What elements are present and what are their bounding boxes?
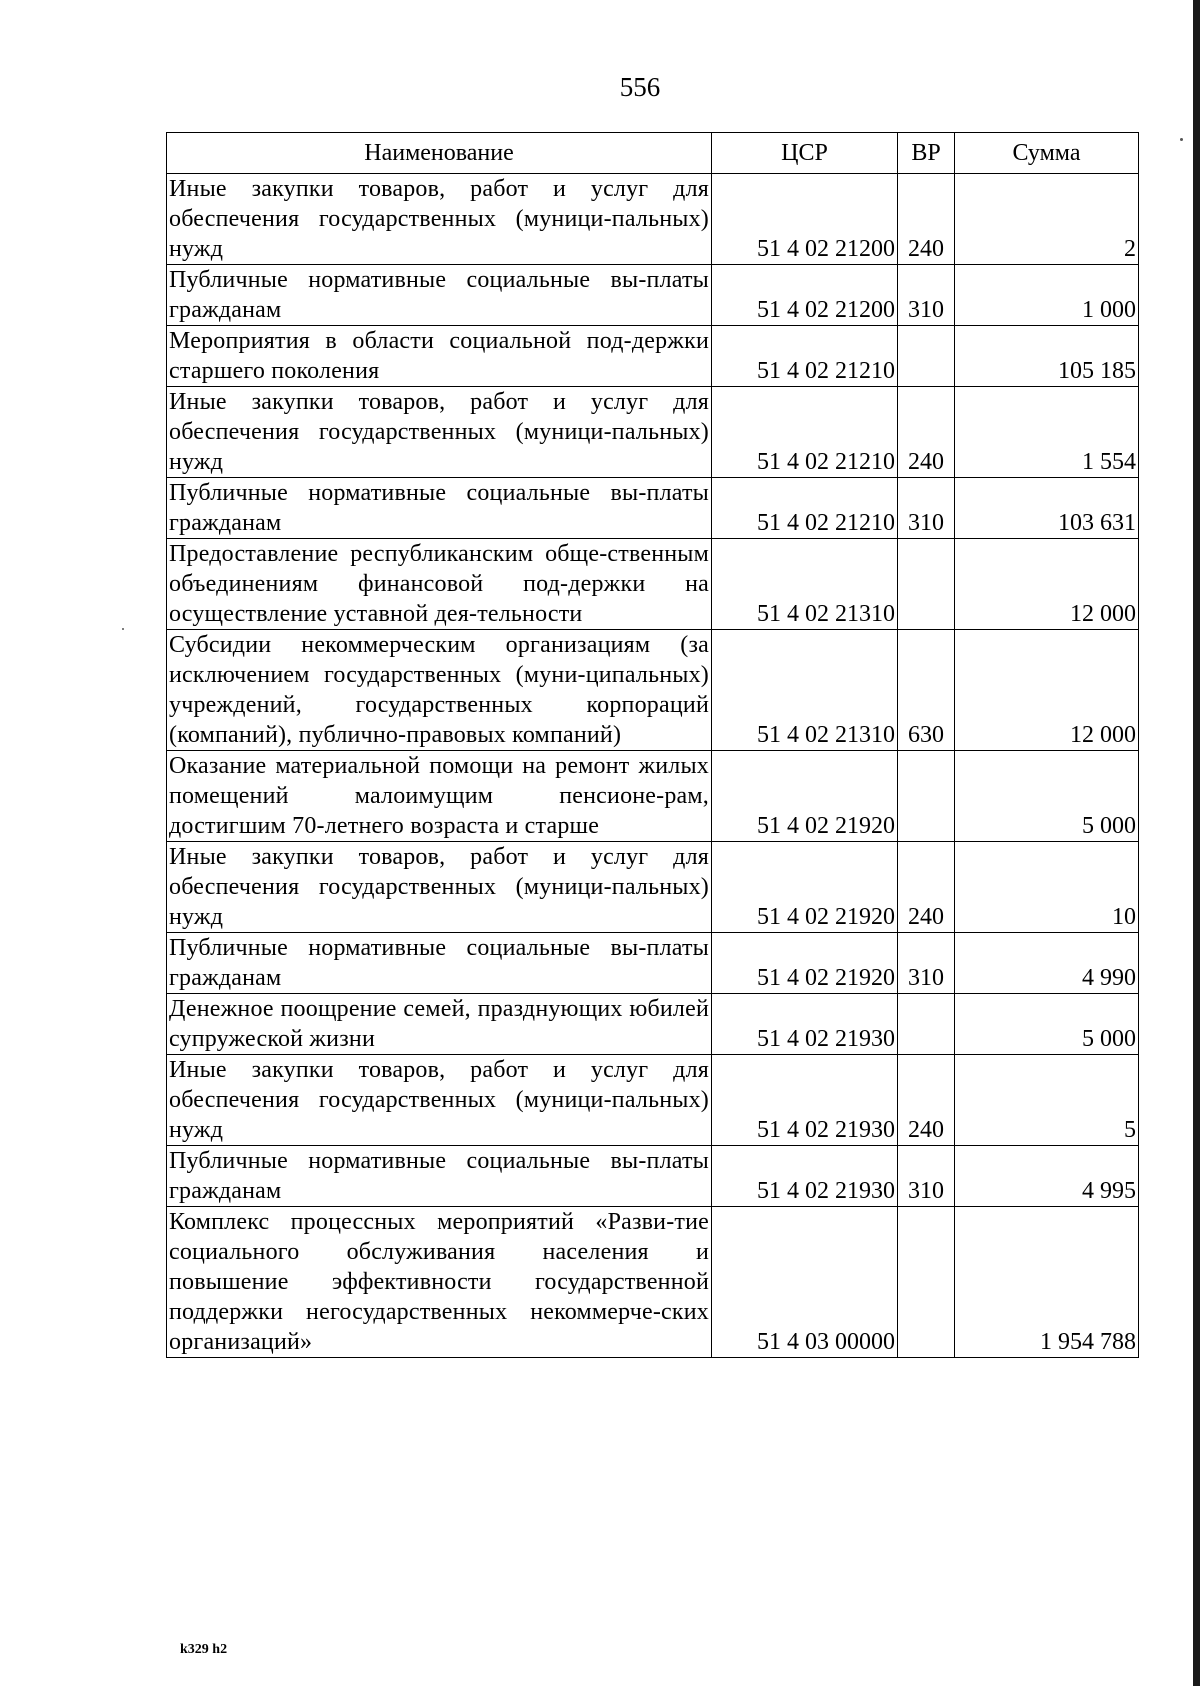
table-row [167, 265, 1139, 326]
row-name: Денежное поощрение семей, празднующих юбилей супружеской жизни [167, 994, 712, 1055]
row-csr: 51 4 02 21920 [712, 842, 898, 933]
row-csr: 51 4 02 21210 [712, 326, 898, 387]
row-name: Публичные нормативные социальные вы-платы гражданам [167, 478, 712, 539]
table-row [167, 478, 1139, 539]
scan-speck [1180, 138, 1183, 141]
row-vr [898, 1207, 955, 1358]
row-csr: 51 4 02 21920 [712, 751, 898, 842]
row-name: Комплекс процессных мероприятий «Разви-тие социального обслуживания населения и повышение эффективности государственной поддержки негосударственных некоммерче-ских организаций» [167, 1207, 712, 1358]
row-name: Иные закупки товаров, работ и услуг для обеспечения государственных (муници-пальных) нужд [167, 1055, 712, 1146]
row-vr [898, 326, 955, 387]
header-vr: ВР [898, 133, 955, 174]
row-csr: 51 4 02 21930 [712, 1055, 898, 1146]
row-sum: 105 185 [955, 326, 1139, 387]
row-vr: 310 [898, 265, 955, 326]
row-name: Оказание материальной помощи на ремонт жилых помещений малоимущим пенсионе-рам, достигшим 70-летнего возраста и старше [167, 751, 712, 842]
header-sum: Сумма [955, 133, 1139, 174]
row-csr: 51 4 02 21930 [712, 994, 898, 1055]
budget-table [166, 132, 1139, 1358]
table-row [167, 933, 1139, 994]
table-row [167, 842, 1139, 933]
table-body [167, 174, 1139, 1358]
row-name: Предоставление республиканским обще-ственным объединениям финансовой под-держки на осуществление уставной дея-тельности [167, 539, 712, 630]
row-vr [898, 539, 955, 630]
row-csr: 51 4 02 21200 [712, 174, 898, 265]
row-sum: 5 000 [955, 751, 1139, 842]
row-vr: 240 [898, 174, 955, 265]
footer-code: k329 h2 [180, 1642, 228, 1657]
row-vr: 310 [898, 933, 955, 994]
row-sum: 10 [955, 842, 1139, 933]
row-csr: 51 4 02 21920 [712, 933, 898, 994]
row-name: Публичные нормативные социальные вы-платы гражданам [167, 265, 712, 326]
row-sum: 4 995 [955, 1146, 1139, 1207]
page-number: 556 [619, 72, 661, 102]
row-vr: 630 [898, 630, 955, 751]
row-vr: 240 [898, 1055, 955, 1146]
header-csr: ЦСР [712, 133, 898, 174]
row-name: Публичные нормативные социальные вы-платы гражданам [167, 1146, 712, 1207]
table-row [167, 539, 1139, 630]
row-sum: 4 990 [955, 933, 1139, 994]
table-row [167, 751, 1139, 842]
row-vr: 310 [898, 478, 955, 539]
row-sum: 5 [955, 1055, 1139, 1146]
row-name: Иные закупки товаров, работ и услуг для обеспечения государственных (муници-пальных) нужд [167, 174, 712, 265]
row-csr: 51 4 02 21210 [712, 478, 898, 539]
table-row [167, 1207, 1139, 1358]
row-sum: 1 554 [955, 387, 1139, 478]
table-row [167, 174, 1139, 265]
table-row [167, 630, 1139, 751]
table-row [167, 326, 1139, 387]
row-sum: 2 [955, 174, 1139, 265]
table-row [167, 1055, 1139, 1146]
row-name: Иные закупки товаров, работ и услуг для обеспечения государственных (муници-пальных) нужд [167, 387, 712, 478]
row-sum: 12 000 [955, 630, 1139, 751]
scan-speck [122, 628, 124, 630]
row-sum: 103 631 [955, 478, 1139, 539]
table-row [167, 994, 1139, 1055]
header-name: Наименование [167, 133, 712, 174]
row-name: Иные закупки товаров, работ и услуг для обеспечения государственных (муници-пальных) нужд [167, 842, 712, 933]
row-sum: 1 000 [955, 265, 1139, 326]
row-sum: 5 000 [955, 994, 1139, 1055]
row-name: Мероприятия в области социальной под-держки старшего поколения [167, 326, 712, 387]
row-csr: 51 4 02 21310 [712, 630, 898, 751]
row-sum: 12 000 [955, 539, 1139, 630]
row-vr: 240 [898, 842, 955, 933]
row-vr: 240 [898, 387, 955, 478]
row-vr [898, 751, 955, 842]
table-header-row [167, 133, 1139, 174]
row-csr: 51 4 02 21310 [712, 539, 898, 630]
row-vr [898, 994, 955, 1055]
row-name: Субсидии некоммерческим организациям (за исключением государственных (муни-ципальных) учреждений, государственных корпораций (компаний), публично-правовых компаний) [167, 630, 712, 751]
row-sum: 1 954 788 [955, 1207, 1139, 1358]
scan-edge [1193, 0, 1200, 1686]
row-csr: 51 4 02 21930 [712, 1146, 898, 1207]
row-csr: 51 4 02 21210 [712, 387, 898, 478]
table-row [167, 1146, 1139, 1207]
row-vr: 310 [898, 1146, 955, 1207]
row-name: Публичные нормативные социальные вы-платы гражданам [167, 933, 712, 994]
table-row [167, 387, 1139, 478]
row-csr: 51 4 02 21200 [712, 265, 898, 326]
row-csr: 51 4 03 00000 [712, 1207, 898, 1358]
